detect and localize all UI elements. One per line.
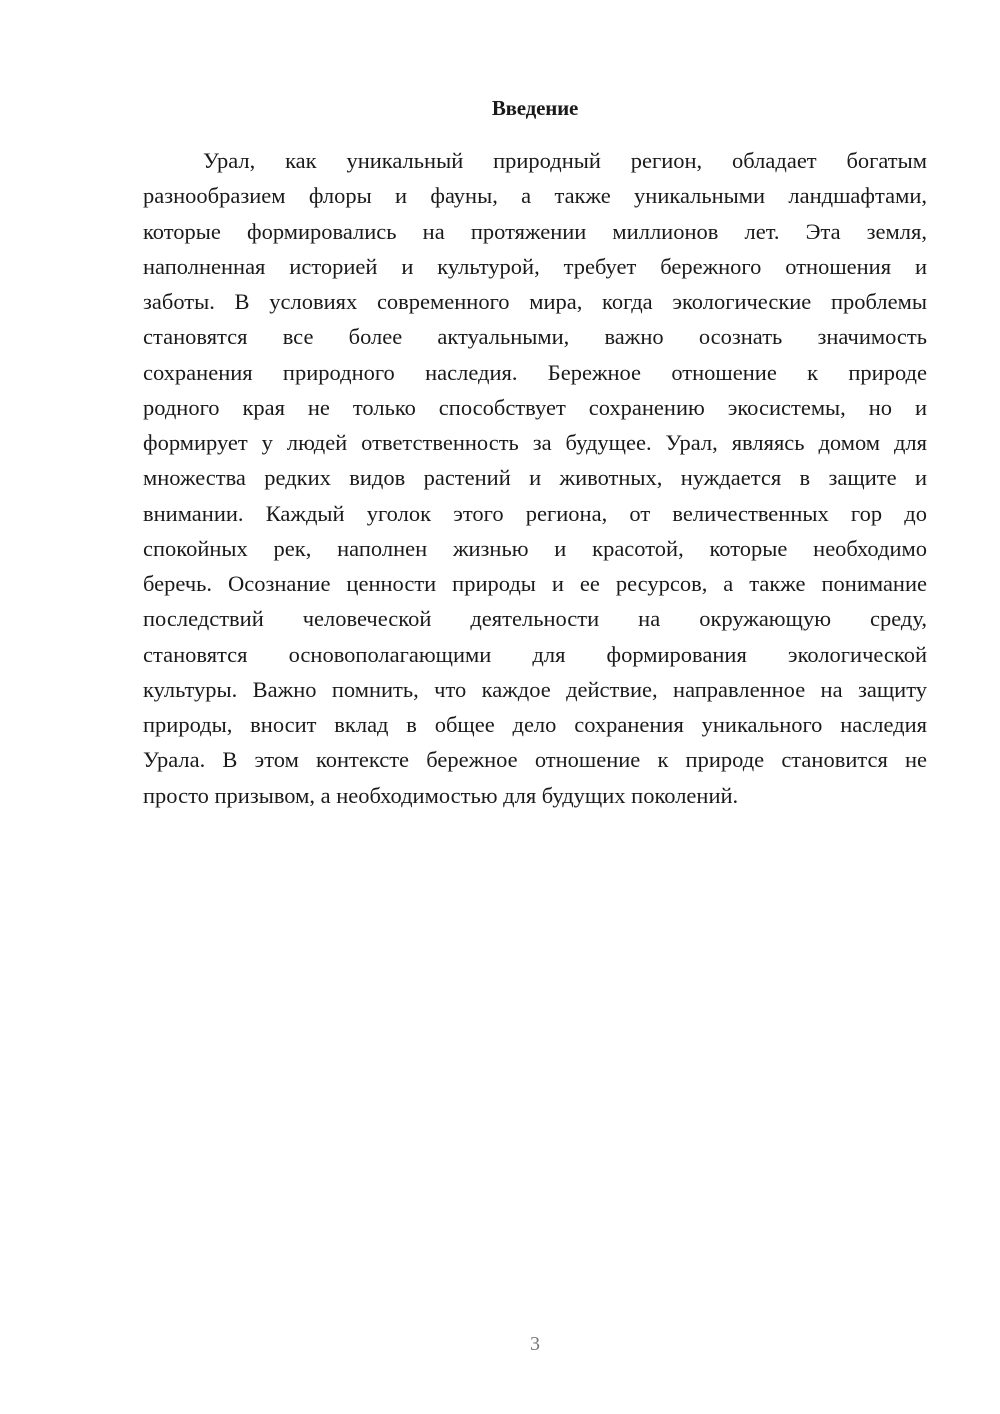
paragraph-line: просто призывом, а необходимостью для будущих поколений.: [143, 782, 739, 808]
paragraph-line: становятся все более актуальными, важно осознать значимость: [143, 324, 927, 350]
paragraph-line: внимании. Каждый уголок этого региона, от величественных гор до: [143, 500, 927, 526]
paragraph-line: природы, вносит вклад в общее дело сохранения уникального наследия: [143, 712, 927, 737]
section-title: Введение: [491, 96, 579, 120]
paragraph-line: Урала. В этом контексте бережное отношение к природе становится не: [143, 747, 927, 773]
paragraph-line: заботы. В условиях современного мира, когда экологические проблемы: [143, 289, 927, 314]
paragraph-line: множества редких видов растений и животных, нуждается в защите и: [143, 465, 927, 491]
page-number: 3: [530, 1333, 540, 1355]
body-paragraph: [143, 143, 927, 813]
paragraph-line: родного края не только способствует сохранению экосистемы, но и: [143, 394, 927, 420]
paragraph-line: Урал, как уникальный природный регион, обладает богатым: [203, 148, 927, 173]
paragraph-line: последствий человеческой деятельности на окружающую среду,: [143, 606, 927, 632]
paragraph-line: становятся основополагающими для формирования экологической: [143, 641, 927, 667]
paragraph-line: наполненная историей и культурой, требует бережного отношения и: [143, 253, 927, 279]
paragraph-line: которые формировались на протяжении миллионов лет. Эта земля,: [143, 218, 927, 244]
paragraph-line: формирует у людей ответственность за будущее. Урал, являясь домом для: [143, 430, 927, 455]
paragraph-line: сохранения природного наследия. Бережное отношение к природе: [143, 359, 927, 385]
paragraph-line: культуры. Важно помнить, что каждое действие, направленное на защиту: [143, 676, 927, 702]
paragraph-line: спокойных рек, наполнен жизнью и красотой, которые необходимо: [143, 535, 927, 561]
paragraph-line: беречь. Осознание ценности природы и ее ресурсов, а также понимание: [143, 571, 927, 596]
paragraph-line: разнообразием флоры и фауны, а также уникальными ландшафтами,: [143, 183, 927, 209]
